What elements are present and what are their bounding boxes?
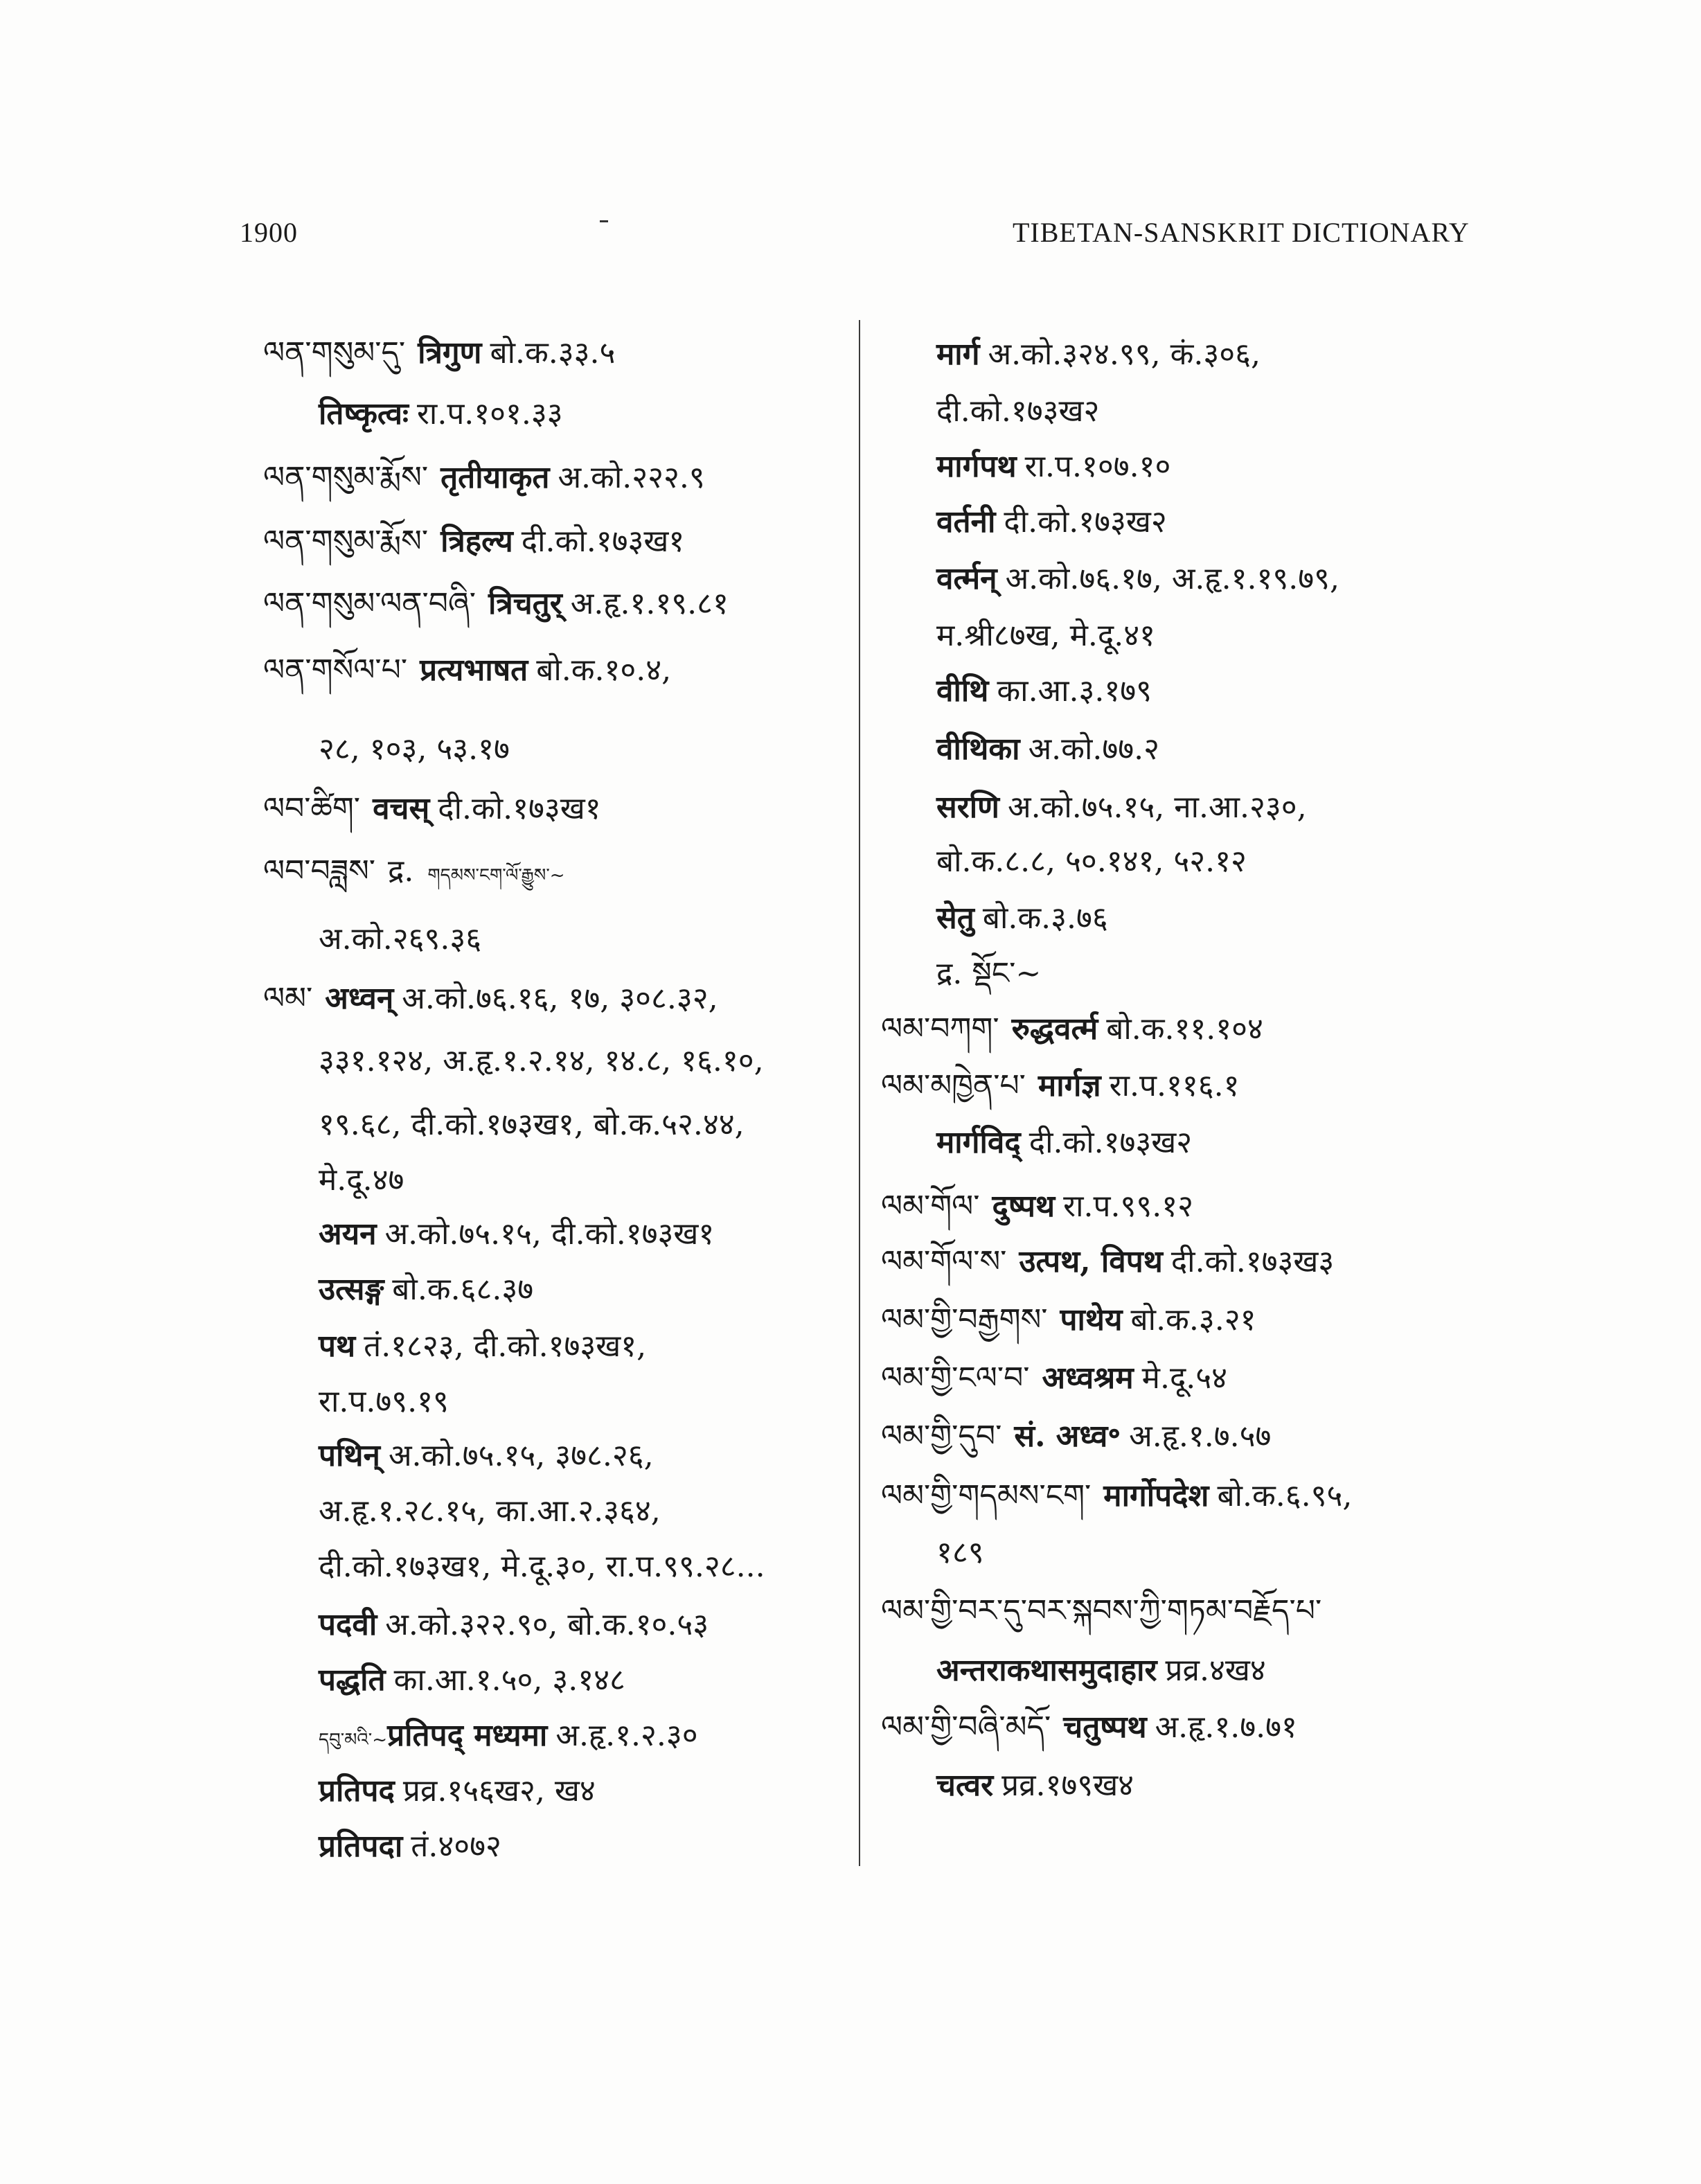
- sanskrit-equivalent: सं. अध्व॰: [1014, 1419, 1121, 1454]
- dictionary-line: [936, 671, 1152, 712]
- sanskrit-equivalent: उत्पथ, विपथ: [1019, 1244, 1163, 1279]
- source-reference: अ.को.२२२.९: [558, 460, 705, 495]
- tibetan-headword: ལམ་གྱི་བརྒྱགས་: [881, 1302, 1048, 1338]
- sanskrit-equivalent: मार्गविद्: [936, 1125, 1021, 1160]
- tibetan-headword: ལན་གསུམ་དུ་: [263, 335, 406, 371]
- dictionary-line: [319, 1040, 764, 1082]
- sanskrit-equivalent: वर्तनी: [936, 504, 996, 540]
- running-title: TIBETAN-SANSKRIT DICTIONARY: [1013, 217, 1470, 248]
- source-reference: अ.को.७५.१५, दी.को.१७३ख१: [384, 1216, 715, 1252]
- sanskrit-equivalent: उत्सङ्ग: [319, 1272, 384, 1307]
- dictionary-line: [936, 446, 1170, 488]
- sanskrit-equivalent: प्रतिपद: [319, 1773, 395, 1809]
- source-reference: दी.को.१७३ख१: [438, 791, 601, 826]
- sanskrit-equivalent: त्रिचतुर्: [488, 586, 562, 621]
- dictionary-line: [881, 1416, 1271, 1457]
- source-reference: अ.हृ.१.१९.८१: [570, 586, 729, 621]
- tibetan-headword: ལན་གསུམ་རྨོས་: [263, 460, 429, 495]
- source-reference: दी.को.१७३ख१: [521, 524, 685, 559]
- tibetan-headword: ལན་གསུམ་ལན་བཞི་: [263, 586, 477, 621]
- dictionary-line: [936, 615, 1155, 657]
- dictionary-line: [936, 898, 1108, 939]
- dictionary-line: [881, 1475, 1352, 1517]
- sanskrit-equivalent: प्रत्यभाषत: [420, 652, 528, 688]
- source-reference: रा.प.९९.१२: [1063, 1189, 1193, 1224]
- sanskrit-equivalent: वचस्: [373, 791, 430, 826]
- source-reference: प्रव्र.४ख४: [1165, 1653, 1266, 1688]
- dictionary-line: [936, 558, 1339, 600]
- dictionary-line: [936, 1650, 1266, 1692]
- source-reference: बो.क.६८.३७: [392, 1272, 534, 1307]
- source-reference: १८९: [936, 1535, 984, 1570]
- sanskrit-equivalent: चतुष्पथ: [1063, 1710, 1147, 1745]
- source-reference: दी.को.१७३ख१, मे.दू.३०, रा.प.९९.२८...: [319, 1549, 765, 1584]
- dictionary-line: [263, 650, 671, 691]
- source-reference: बो.क.११.१०४: [1106, 1011, 1263, 1047]
- dictionary-line: [319, 1546, 765, 1588]
- source-reference: रा.प.७९.१९: [319, 1384, 449, 1419]
- sanskrit-equivalent: मार्गज्ञ: [1037, 1068, 1101, 1103]
- sanskrit-equivalent: सरणि: [936, 790, 999, 825]
- source-reference: प्रव्र.१५६ख२, ख४: [402, 1773, 596, 1809]
- source-reference: दी.को.१७३ख२: [1028, 1125, 1193, 1160]
- dictionary-line: [263, 978, 718, 1020]
- dictionary-line: [319, 1435, 654, 1477]
- source-reference: २८, १०३, ५३.१७: [319, 731, 510, 767]
- dictionary-line: [319, 1381, 449, 1423]
- dictionary-line: [263, 521, 684, 562]
- sanskrit-equivalent: वर्त्मन्: [936, 561, 997, 596]
- tibetan-headword: ལམ་གྱི་བཞི་མདོ་: [881, 1710, 1051, 1745]
- page-number: 1900: [240, 217, 298, 248]
- source-reference: अ.को.२६९.३६: [319, 921, 482, 957]
- source-reference: बो.क.३.२१: [1130, 1302, 1256, 1338]
- tibetan-headword: ལམ་གྱི་བར་དུ་བར་སྐབས་ཀྱི་གཏམ་བརྗོད་པ་: [881, 1593, 1322, 1628]
- sanskrit-equivalent: रुद्धवर्त्म: [1011, 1011, 1098, 1047]
- sanskrit-equivalent: प्रतिपद् मध्यमा: [387, 1718, 548, 1753]
- dictionary-line: [263, 583, 729, 625]
- dictionary-line: [936, 334, 1261, 375]
- dictionary-line: [881, 1299, 1256, 1341]
- source-reference: अ.को.३२२.९०, बो.क.१०.५३: [385, 1607, 709, 1642]
- source-reference: अ.हृ.१.२८.१५, का.आ.२.३६४,: [319, 1493, 661, 1529]
- source-reference: अ.को.७७.२: [1028, 731, 1159, 767]
- sanskrit-equivalent: पाथेय: [1060, 1302, 1123, 1338]
- dictionary-line: [263, 332, 615, 374]
- source-reference: का.आ.१.५०, ३.१४८: [393, 1662, 625, 1698]
- tibetan-headword: ལབ་བཟླས་: [263, 853, 376, 889]
- tibetan-headword: ལམ་མཁྱེན་པ་: [881, 1068, 1026, 1103]
- source-reference: ३३१.१२४, अ.हृ.१.२.१४, १४.८, १६.१०,: [319, 1043, 764, 1078]
- sanskrit-equivalent: तिष्कृत्वः: [319, 396, 409, 432]
- source-reference: अ.हृ.१.७.७१: [1155, 1710, 1297, 1745]
- sanskrit-equivalent: त्रिगुण: [418, 335, 482, 371]
- sanskrit-equivalent: सेतु: [936, 900, 974, 936]
- dictionary-line: [881, 1241, 1334, 1283]
- dictionary-line: [936, 501, 1167, 543]
- dictionary-line: [263, 788, 601, 830]
- see-marker: द्र.: [388, 853, 414, 889]
- sanskrit-equivalent: चत्वर: [936, 1768, 994, 1803]
- source-reference: अ.को.७६.१६, १७, ३०८.३२,: [402, 981, 718, 1016]
- source-reference: मे.दू.४७: [319, 1162, 404, 1198]
- dictionary-line: [319, 1660, 625, 1701]
- sanskrit-equivalent: पथिन्: [319, 1438, 380, 1473]
- sanskrit-equivalent: दुष्पथ: [992, 1189, 1056, 1224]
- sanskrit-equivalent: मार्गपथ: [936, 449, 1017, 484]
- dictionary-line: [263, 457, 705, 499]
- sanskrit-equivalent: अध्वश्रम: [1042, 1360, 1134, 1396]
- sanskrit-equivalent: पथ: [319, 1329, 356, 1364]
- source-reference: अ.हृ.१.७.५७: [1129, 1419, 1272, 1454]
- sanskrit-equivalent: पदवी: [319, 1607, 377, 1642]
- source-reference: बो.क.६.९५,: [1217, 1478, 1353, 1513]
- tibetan-headword: ལམ་: [263, 981, 313, 1016]
- source-reference: द्र. སྡོང་~: [936, 956, 1042, 991]
- dictionary-line: [319, 393, 563, 435]
- source-reference: अ.को.३२४.९९, कं.३०६,: [988, 337, 1261, 372]
- tibetan-headword: ལམ་གོལ་ས་: [881, 1244, 1007, 1279]
- sanskrit-equivalent: मार्गोपदेश: [1103, 1478, 1209, 1513]
- dictionary-line: [881, 1707, 1297, 1748]
- dictionary-line: [936, 953, 1041, 995]
- column-divider: [859, 320, 860, 1866]
- sanskrit-equivalent: अन्तराकथासमुदाहार: [936, 1653, 1157, 1688]
- tibetan-headword: ལབ་ཚིག་: [263, 791, 361, 826]
- dictionary-line: [319, 918, 481, 960]
- source-reference: अ.हृ.१.२.३०: [555, 1718, 698, 1753]
- source-reference: तं.१८२३, दी.को.१७३ख१,: [364, 1329, 647, 1364]
- dictionary-line: [319, 1269, 533, 1311]
- source-reference: १९.६८, दी.को.१७३ख१, बो.क.५२.४४,: [319, 1107, 745, 1142]
- tibetan-headword: ལམ་གྱི་དུབ་: [881, 1419, 1002, 1454]
- dictionary-line: [881, 1065, 1239, 1107]
- sanskrit-equivalent: अध्वन्: [325, 981, 394, 1016]
- dictionary-line: [936, 1122, 1192, 1164]
- dictionary-line: [881, 1590, 1334, 1632]
- dictionary-line: [319, 1214, 714, 1255]
- sanskrit-equivalent: त्रिहल्य: [440, 524, 513, 559]
- tibetan-headword: ལམ་གྱི་ངལ་བ་: [881, 1360, 1030, 1396]
- dictionary-line: [936, 1765, 1134, 1806]
- dictionary-line: [319, 729, 510, 770]
- source-reference: रा.प.१०७.१०: [1024, 449, 1171, 484]
- dictionary-line: [881, 1009, 1263, 1050]
- cross-reference: དབུ་མའི་~: [319, 1730, 388, 1750]
- tibetan-headword: ལམ་གོལ་: [881, 1189, 980, 1224]
- cross-reference: གདམས་ངག་ལོ་རྒྱུས་~: [427, 865, 565, 886]
- source-reference: बो.क.३.७६: [982, 900, 1108, 936]
- source-reference: रा.प.११६.१: [1109, 1068, 1240, 1103]
- source-reference: दी.को.१७३ख३: [1170, 1244, 1335, 1279]
- dictionary-line: [319, 1491, 661, 1532]
- dictionary-line: [319, 1326, 646, 1367]
- tibetan-headword: ལན་གསུམ་རྨོས་: [263, 524, 429, 559]
- dictionary-line: [881, 1358, 1227, 1399]
- dictionary-line: [319, 1770, 596, 1812]
- sanskrit-equivalent: अयन: [319, 1216, 377, 1252]
- tibetan-headword: ལན་གསོལ་པ་: [263, 652, 408, 688]
- sanskrit-equivalent: वीथि: [936, 673, 989, 709]
- dictionary-line: [936, 391, 1099, 432]
- tibetan-headword: ལམ་གྱི་གདམས་ངག་: [881, 1478, 1092, 1513]
- dictionary-line: [936, 1532, 984, 1574]
- dictionary-line: [319, 1826, 501, 1867]
- source-reference: म.श्री८७ख, मे.दू.४१: [936, 618, 1155, 653]
- dictionary-line: [881, 1186, 1193, 1227]
- source-reference: अ.को.७५.१५, ३७८.२६,: [388, 1438, 654, 1473]
- source-reference: दी.को.१७३ख२: [936, 393, 1100, 429]
- header-dash: [600, 220, 608, 222]
- dictionary-line: [319, 1604, 709, 1646]
- source-reference: बो.क.८.८, ५०.१४१, ५२.१२: [936, 844, 1247, 879]
- dictionary-line: [936, 729, 1159, 770]
- source-reference: अ.को.७५.१५, ना.आ.२३०,: [1007, 790, 1307, 825]
- source-reference: तं.४०७२: [411, 1829, 501, 1864]
- source-reference: बो.क.१०.४,: [536, 652, 672, 688]
- dictionary-line: [936, 841, 1247, 882]
- sanskrit-equivalent: प्रतिपदा: [319, 1829, 403, 1864]
- dictionary-line: [936, 787, 1307, 828]
- tibetan-headword: ལམ་བཀག་: [881, 1011, 999, 1047]
- source-reference: अ.को.७६.१७, अ.हृ.१.१९.७९,: [1005, 561, 1339, 596]
- source-reference: रा.प.१०१.३३: [416, 396, 563, 432]
- sanskrit-equivalent: पद्धति: [319, 1662, 386, 1698]
- dictionary-line: [319, 1715, 698, 1757]
- source-reference: बो.क.३३.५: [490, 335, 616, 371]
- source-reference: प्रव्र.१७९ख४: [1001, 1768, 1134, 1803]
- dictionary-line: [319, 1104, 745, 1146]
- sanskrit-equivalent: वीथिका: [936, 731, 1020, 767]
- source-reference: दी.को.१७३ख२: [1004, 504, 1167, 540]
- source-reference: का.आ.३.१७९: [997, 673, 1152, 709]
- sanskrit-equivalent: मार्ग: [936, 337, 980, 372]
- dictionary-line: [263, 851, 565, 892]
- sanskrit-equivalent: तृतीयाकृत: [440, 460, 550, 495]
- dictionary-line: [319, 1160, 404, 1201]
- source-reference: मे.दू.५४: [1141, 1360, 1228, 1396]
